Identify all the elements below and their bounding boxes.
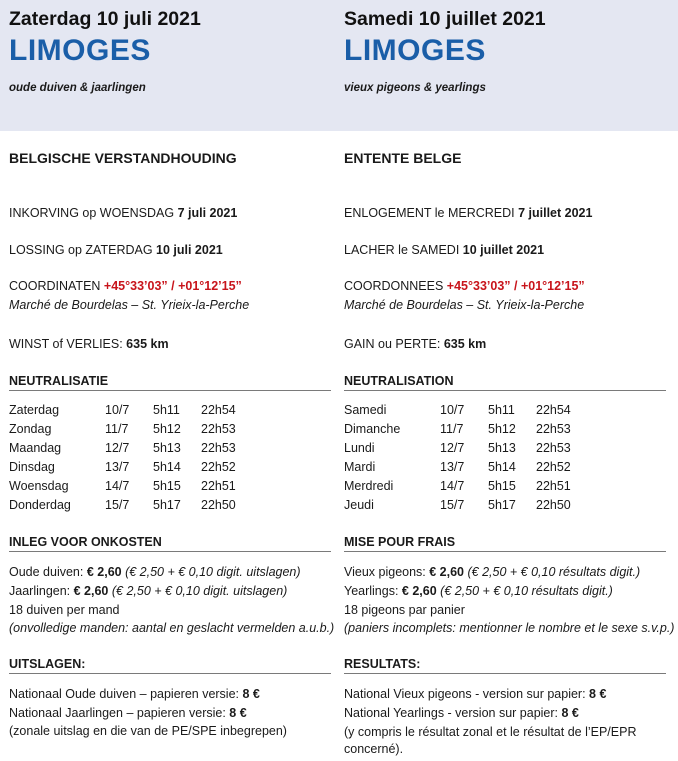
race-city: LIMOGES [344,34,486,67]
table-row: Woensdag 14/7 5h15 22h51 [9,479,236,493]
organization-title: ENTENTE BELGE [344,150,462,166]
results-heading: UITSLAGEN: [9,657,331,674]
table-row: Maandag 12/7 5h13 22h53 [9,441,236,455]
race-category: vieux pigeons & yearlings [344,82,486,94]
results-heading: RESULTATS: [344,657,666,674]
release-place: Marché de Bourdelas – St. Yrieix-la-Perche [344,298,585,312]
release-line: LACHER le SAMEDI 10 juillet 2021 [344,243,545,257]
fee-old-pigeons: Vieux pigeons: € 2,60 (€ 2,50 + € 0,10 résultats digit.) [344,565,641,579]
race-date: Zaterdag 10 juli 2021 [9,8,201,30]
table-row: Dimanche 11/7 5h12 22h53 [344,422,571,436]
neutralisation-heading: NEUTRALISATIE [9,374,331,391]
release-line: LOSSING op ZATERDAG 10 juli 2021 [9,243,223,257]
fees-heading: MISE POUR FRAIS [344,535,666,552]
result-old-pigeons: Nationaal Oude duiven – papieren versie: 8 € [9,687,260,701]
fee-old-pigeons: Oude duiven: € 2,60 (€ 2,50 + € 0,10 digit. uitslagen) [9,565,301,579]
race-category: oude duiven & jaarlingen [9,82,146,94]
table-row: Dinsdag 13/7 5h14 22h52 [9,460,236,474]
table-row: Merdredi 14/7 5h15 22h51 [344,479,571,493]
result-old-pigeons: National Vieux pigeons - version sur papier: 8 € [344,687,607,701]
neutralisation-heading: NEUTRALISATION [344,374,666,391]
table-row: Jeudi 15/7 5h17 22h50 [344,498,571,512]
race-date: Samedi 10 juillet 2021 [344,8,546,30]
distance-line: GAIN ou PERTE: 635 km [344,337,487,351]
results-note: (zonale uitslag en die van de PE/SPE inbegrepen) [9,724,287,738]
incomplete-baskets-note: (onvolledige manden: aantal en geslacht vermelden a.u.b.) [9,621,335,635]
table-row: Zondag 11/7 5h12 22h53 [9,422,236,436]
organization-title: BELGISCHE VERSTANDHOUDING [9,150,237,166]
basketing-line: ENLOGEMENT le MERCREDI 7 juillet 2021 [344,206,593,220]
per-basket: 18 pigeons par panier [344,603,465,617]
fees-heading: INLEG VOOR ONKOSTEN [9,535,331,552]
basketing-line: INKORVING op WOENSDAG 7 juli 2021 [9,206,238,220]
table-row: Donderdag 15/7 5h17 22h50 [9,498,236,512]
result-yearlings: National Yearlings - version sur papier: 8 € [344,706,579,720]
race-city: LIMOGES [9,34,151,67]
incomplete-baskets-note: (paniers incomplets: mentionner le nombre et le sexe s.v.p.) [344,621,675,635]
table-row: Zaterdag 10/7 5h11 22h54 [9,403,236,417]
coordinates-line: COORDONNEES +45°33’03” / +01°12’15” [344,279,585,293]
result-yearlings: Nationaal Jaarlingen – papieren versie: 8 € [9,706,247,720]
table-row: Mardi 13/7 5h14 22h52 [344,460,571,474]
fee-yearlings: Jaarlingen: € 2,60 (€ 2,50 + € 0,10 digit. uitslagen) [9,584,288,598]
per-basket: 18 duiven per mand [9,603,120,617]
table-row: Samedi 10/7 5h11 22h54 [344,403,571,417]
results-note: (y compris le résultat zonal et le résultat de l’EP/EPR concerné). [344,725,637,756]
fee-yearlings: Yearlings: € 2,60 (€ 2,50 + € 0,10 résultats digit.) [344,584,613,598]
distance-line: WINST of VERLIES: 635 km [9,337,169,351]
release-place: Marché de Bourdelas – St. Yrieix-la-Perche [9,298,250,312]
coordinates-line: COORDINATEN +45°33’03” / +01°12’15” [9,279,242,293]
table-row: Lundi 12/7 5h13 22h53 [344,441,571,455]
